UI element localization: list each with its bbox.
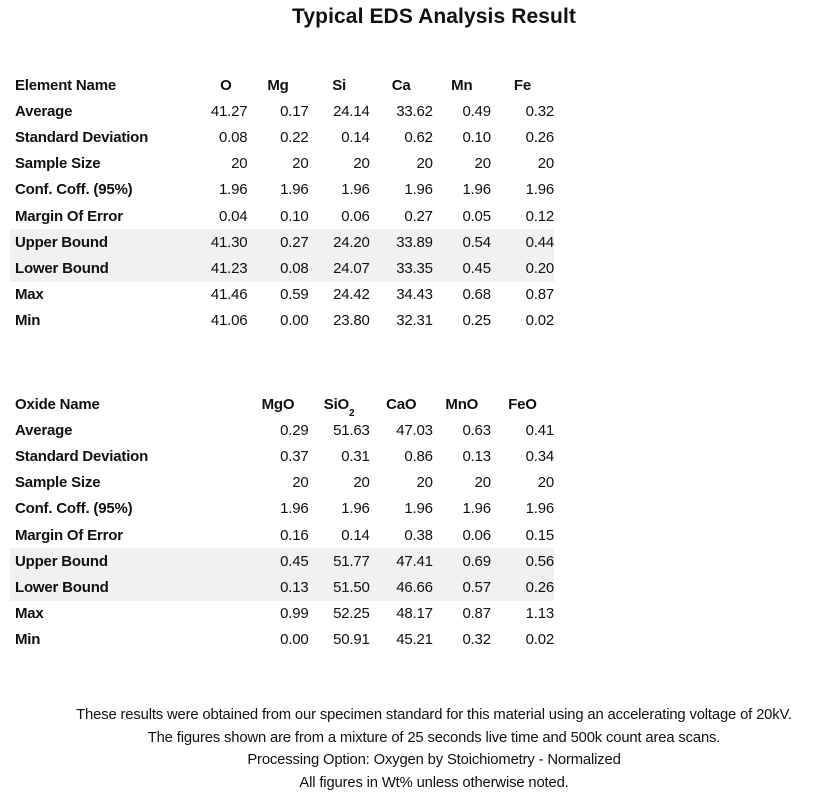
value-cell: 0.13 bbox=[462, 447, 491, 465]
value-cell: 1.96 bbox=[525, 181, 554, 199]
row-label: Max bbox=[15, 286, 44, 304]
value-cell: 47.41 bbox=[370, 548, 433, 574]
value-cell: 0.99 bbox=[280, 605, 309, 623]
value-cell: 20 bbox=[537, 474, 554, 492]
element-row-sample-size bbox=[10, 151, 554, 177]
footer-note-voltage: These results were obtained from our specimen standard for this material using an accelerating voltage of 20kV. bbox=[76, 707, 792, 723]
value-cell: 0.44 bbox=[491, 229, 554, 255]
value-cell: 0.08 bbox=[219, 128, 248, 146]
value-cell: 0.02 bbox=[525, 312, 554, 330]
value-cell: 0.06 bbox=[462, 526, 491, 544]
oxide-formula: SiO bbox=[323, 395, 350, 413]
row-label: Margin Of Error bbox=[15, 207, 123, 225]
oxide-formula: FeO bbox=[508, 395, 537, 413]
row-label: Conf. Coff. (95%) bbox=[15, 500, 133, 518]
element-row-max bbox=[10, 282, 554, 308]
value-cell: 0.34 bbox=[525, 447, 554, 465]
value-cell: 0.04 bbox=[219, 207, 248, 225]
element-row-min bbox=[10, 308, 554, 334]
row-label: Min bbox=[15, 631, 41, 649]
value-cell: 41.06 bbox=[210, 312, 248, 330]
spacer-cell bbox=[204, 627, 247, 653]
oxide-table bbox=[10, 391, 554, 653]
value-cell: 0.86 bbox=[404, 447, 433, 465]
value-cell: 0.15 bbox=[525, 526, 554, 544]
value-cell: 0.38 bbox=[404, 526, 433, 544]
page-title: Typical EDS Analysis Result bbox=[292, 5, 576, 28]
value-cell: 0.14 bbox=[341, 526, 370, 544]
value-cell: 33.35 bbox=[370, 255, 433, 281]
element-column-header: Si bbox=[332, 76, 346, 94]
oxide-row-margin-of-error bbox=[10, 522, 554, 548]
element-column-header: Mg bbox=[267, 76, 289, 94]
value-cell: 1.96 bbox=[280, 500, 309, 518]
footer-note-processing: Processing Option: Oxygen by Stoichiometry - Normalized bbox=[247, 752, 621, 768]
oxide-row-conf-coff-95 bbox=[10, 496, 554, 522]
spacer-cell bbox=[204, 443, 247, 469]
row-label: Average bbox=[15, 102, 73, 120]
value-cell: 0.02 bbox=[525, 631, 554, 649]
value-cell: 0.08 bbox=[247, 255, 308, 281]
value-cell: 0.87 bbox=[525, 286, 554, 304]
value-cell: 0.57 bbox=[433, 574, 491, 600]
value-cell: 0.45 bbox=[433, 255, 491, 281]
value-cell: 32.31 bbox=[396, 312, 433, 330]
value-cell: 51.50 bbox=[309, 574, 370, 600]
oxide-row-average bbox=[10, 417, 554, 443]
element-row-lower-bound bbox=[10, 255, 554, 281]
footer-notes bbox=[0, 704, 828, 794]
row-label: Conf. Coff. (95%) bbox=[15, 181, 133, 199]
row-label: Lower Bound bbox=[10, 255, 204, 281]
value-cell: 0.00 bbox=[280, 631, 309, 649]
value-cell: 41.27 bbox=[210, 102, 248, 120]
value-cell: 1.96 bbox=[341, 500, 370, 518]
spacer-cell bbox=[204, 391, 247, 417]
oxide-formula: MgO bbox=[261, 395, 295, 413]
value-cell: 0.62 bbox=[404, 128, 433, 146]
value-cell: 0.14 bbox=[341, 128, 370, 146]
value-cell: 20 bbox=[292, 474, 309, 492]
row-label: Lower Bound bbox=[10, 574, 204, 600]
value-cell: 0.49 bbox=[462, 102, 491, 120]
oxide-row-min bbox=[10, 627, 554, 653]
value-cell: 23.80 bbox=[333, 312, 370, 330]
value-cell: 0.27 bbox=[247, 229, 308, 255]
value-cell: 0.00 bbox=[280, 312, 309, 330]
oxide-name-header: Oxide Name bbox=[15, 395, 100, 413]
value-cell: 34.43 bbox=[396, 286, 433, 304]
value-cell: 0.29 bbox=[280, 421, 309, 439]
value-cell: 48.17 bbox=[396, 605, 433, 623]
oxide-column-header bbox=[491, 391, 554, 417]
value-cell: 47.03 bbox=[396, 421, 433, 439]
value-cell: 20 bbox=[231, 155, 248, 173]
oxide-row-standard-deviation bbox=[10, 443, 554, 469]
value-cell: 0.05 bbox=[462, 207, 491, 225]
value-cell: 41.23 bbox=[204, 255, 247, 281]
value-cell: 51.63 bbox=[333, 421, 370, 439]
row-label: Max bbox=[15, 605, 44, 623]
value-cell: 0.27 bbox=[404, 207, 433, 225]
oxide-table-body bbox=[10, 391, 554, 653]
value-cell: 20 bbox=[416, 155, 433, 173]
value-cell: 33.89 bbox=[370, 229, 433, 255]
value-cell: 0.12 bbox=[525, 207, 554, 225]
value-cell: 20 bbox=[353, 474, 370, 492]
spacer-cell bbox=[204, 470, 247, 496]
spacer-cell bbox=[204, 601, 247, 627]
value-cell: 20 bbox=[353, 155, 370, 173]
oxide-column-header bbox=[433, 391, 491, 417]
value-cell: 1.96 bbox=[462, 500, 491, 518]
element-column-header: O bbox=[220, 76, 232, 94]
oxide-row-lower-bound bbox=[10, 574, 554, 600]
oxide-formula: CaO bbox=[386, 395, 417, 413]
row-label: Margin Of Error bbox=[15, 526, 123, 544]
value-cell: 0.22 bbox=[280, 128, 309, 146]
footer-note-scans: The figures shown are from a mixture of 25 seconds live time and 500k count area scans. bbox=[147, 729, 721, 746]
oxide-formula: MnO bbox=[445, 395, 479, 413]
oxide-row-sample-size bbox=[10, 470, 554, 496]
value-cell: 0.59 bbox=[280, 286, 309, 304]
row-label: Standard Deviation bbox=[15, 447, 149, 465]
value-cell: 0.17 bbox=[280, 102, 309, 120]
element-row-upper-bound bbox=[10, 229, 554, 255]
row-label: Average bbox=[15, 421, 73, 439]
value-cell: 0.10 bbox=[462, 128, 491, 146]
value-cell: 41.46 bbox=[210, 286, 248, 304]
spacer-cell bbox=[204, 522, 247, 548]
row-label: Min bbox=[15, 312, 41, 330]
value-cell: 0.10 bbox=[280, 207, 309, 225]
value-cell: 1.13 bbox=[525, 605, 554, 623]
value-cell: 1.96 bbox=[404, 500, 433, 518]
element-column-header: Fe bbox=[513, 76, 531, 94]
element-row-standard-deviation bbox=[10, 124, 554, 150]
value-cell: 0.45 bbox=[247, 548, 308, 574]
value-cell: 24.07 bbox=[309, 255, 370, 281]
value-cell: 1.96 bbox=[219, 181, 248, 199]
value-cell: 0.32 bbox=[525, 102, 554, 120]
element-column-header: Ca bbox=[391, 76, 411, 94]
value-cell: 20 bbox=[474, 474, 491, 492]
value-cell: 0.41 bbox=[525, 421, 554, 439]
oxide-row-max bbox=[10, 601, 554, 627]
value-cell: 1.96 bbox=[462, 181, 491, 199]
value-cell: 0.16 bbox=[280, 526, 309, 544]
value-cell: 0.25 bbox=[462, 312, 491, 330]
value-cell: 0.87 bbox=[462, 605, 491, 623]
spacer-cell bbox=[204, 417, 247, 443]
row-label: Upper Bound bbox=[10, 548, 204, 574]
value-cell: 0.54 bbox=[433, 229, 491, 255]
value-cell: 0.37 bbox=[280, 447, 309, 465]
value-cell: 0.69 bbox=[433, 548, 491, 574]
value-cell: 1.96 bbox=[404, 181, 433, 199]
oxide-row-upper-bound bbox=[10, 548, 554, 574]
row-label: Upper Bound bbox=[10, 229, 204, 255]
oxide-column-header bbox=[309, 391, 370, 417]
element-table-body bbox=[10, 72, 554, 334]
value-cell: 33.62 bbox=[396, 102, 433, 120]
element-row-average bbox=[10, 98, 554, 124]
value-cell: 0.31 bbox=[341, 447, 370, 465]
value-cell: 24.14 bbox=[333, 102, 370, 120]
value-cell: 24.20 bbox=[309, 229, 370, 255]
element-row-margin-of-error bbox=[10, 203, 554, 229]
value-cell: 0.68 bbox=[462, 286, 491, 304]
row-label: Standard Deviation bbox=[15, 128, 149, 146]
value-cell: 41.30 bbox=[204, 229, 247, 255]
value-cell: 0.20 bbox=[491, 255, 554, 281]
oxide-column-header bbox=[247, 391, 308, 417]
oxide-column-header bbox=[370, 391, 433, 417]
value-cell: 20 bbox=[474, 155, 491, 173]
spacer-cell bbox=[204, 496, 247, 522]
oxide-header-row bbox=[10, 391, 554, 417]
value-cell: 46.66 bbox=[370, 574, 433, 600]
value-cell: 0.26 bbox=[491, 574, 554, 600]
element-name-header: Element Name bbox=[15, 76, 116, 94]
element-column-header: Mn bbox=[451, 76, 473, 94]
spacer-cell bbox=[204, 574, 247, 600]
value-cell: 1.96 bbox=[525, 500, 554, 518]
value-cell: 20 bbox=[292, 155, 309, 173]
value-cell: 1.96 bbox=[280, 181, 309, 199]
value-cell: 0.13 bbox=[247, 574, 308, 600]
footer-note-units: All figures in Wt% unless otherwise noted. bbox=[299, 774, 569, 791]
element-header-row bbox=[10, 72, 554, 98]
row-label: Sample Size bbox=[15, 474, 101, 492]
value-cell: 24.42 bbox=[333, 286, 370, 304]
row-label: Sample Size bbox=[15, 155, 101, 173]
spacer-cell bbox=[204, 548, 247, 574]
value-cell: 20 bbox=[416, 474, 433, 492]
value-cell: 0.32 bbox=[462, 631, 491, 649]
value-cell: 45.21 bbox=[396, 631, 433, 649]
value-cell: 0.63 bbox=[462, 421, 491, 439]
value-cell: 0.56 bbox=[491, 548, 554, 574]
oxide-formula-subscript: 2 bbox=[349, 407, 355, 419]
value-cell: 1.96 bbox=[341, 181, 370, 199]
value-cell: 0.06 bbox=[341, 207, 370, 225]
value-cell: 50.91 bbox=[333, 631, 370, 649]
value-cell: 20 bbox=[537, 155, 554, 173]
value-cell: 0.26 bbox=[525, 128, 554, 146]
element-row-conf-coff-95 bbox=[10, 177, 554, 203]
element-table bbox=[10, 72, 554, 334]
value-cell: 51.77 bbox=[309, 548, 370, 574]
value-cell: 52.25 bbox=[333, 605, 370, 623]
